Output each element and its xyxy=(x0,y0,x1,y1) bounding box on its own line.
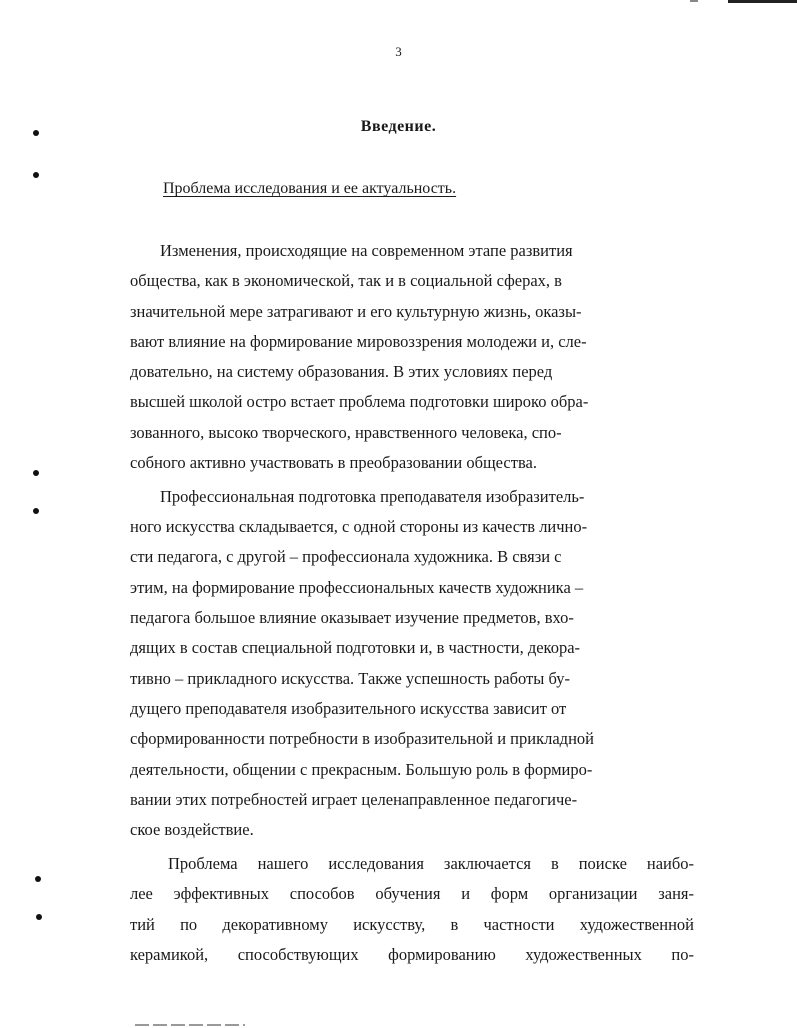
binding-hole-mark xyxy=(33,130,39,136)
text-line: педагога большое влияние оказывает изучение предметов, вхо- xyxy=(130,608,574,628)
text-line: деятельности, общении с прекрасным. Большую роль в формиро- xyxy=(130,759,593,779)
text-line: вают влияние на формирование мировоззрения молодежи и, сле- xyxy=(130,331,587,351)
binding-hole-mark xyxy=(36,914,42,920)
text-line: зованного, высоко творческого, нравственного человека, спо- xyxy=(130,422,562,442)
text-line: довательно, на систему образования. В этих условиях перед xyxy=(130,362,553,382)
text-line: керамикой, способствующих формированию художественных по- xyxy=(130,944,694,964)
page-number: 3 xyxy=(395,44,402,59)
paragraph-1 xyxy=(130,236,694,478)
text-line: тий по декоративному искусству, в частности художественной xyxy=(130,914,694,934)
text-line: собного активно участвовать в преобразовании общества. xyxy=(130,453,537,473)
scan-artifact-top xyxy=(728,0,797,3)
scan-artifact-bottom xyxy=(135,1024,245,1026)
section-subheading: Проблема исследования и ее актуальность. xyxy=(163,180,457,197)
scan-artifact-top-small xyxy=(690,0,698,2)
text-line: ного искусства складывается, с одной стороны из качеств лично- xyxy=(130,517,588,537)
text-line: Изменения, происходящие на современном этапе развития xyxy=(160,241,573,260)
text-line: ское воздействие. xyxy=(130,820,254,840)
paragraph-2 xyxy=(130,482,694,846)
text-line: дущего преподавателя изобразительного искусства зависит от xyxy=(130,698,567,718)
text-line: дящих в состав специальной подготовки и, в частности, декора- xyxy=(130,638,581,658)
text-line: этим, на формирование профессиональных качеств художника – xyxy=(130,577,584,597)
binding-hole-mark xyxy=(33,172,39,178)
body-text xyxy=(130,236,694,974)
text-line: лее эффективных способов обучения и форм организации заня- xyxy=(130,884,694,904)
binding-hole-mark xyxy=(33,470,39,476)
binding-hole-mark xyxy=(35,876,41,882)
text-line: общества, как в экономической, так и в социальной сферах, в xyxy=(130,271,562,291)
text-line: Проблема нашего исследования заключается в поиске наибо- xyxy=(168,853,694,873)
text-line: Профессиональная подготовка преподавателя изобразитель- xyxy=(160,486,585,506)
text-line: тивно – прикладного искусства. Также успешность работы бу- xyxy=(130,668,570,688)
binding-hole-mark xyxy=(33,508,39,514)
text-line: сти педагога, с другой – профессионала художника. В связи с xyxy=(130,547,562,567)
text-line: сформированности потребности в изобразительной и прикладной xyxy=(130,729,594,749)
section-heading: Введение. xyxy=(360,118,437,135)
paragraph-3 xyxy=(130,849,694,970)
text-line: вании этих потребностей играет целенаправленное педагогиче- xyxy=(130,789,578,809)
text-line: высшей школой остро встает проблема подготовки широко обра- xyxy=(130,392,589,412)
text-line: значительной мере затрагивают и его культурную жизнь, оказы- xyxy=(130,301,582,321)
